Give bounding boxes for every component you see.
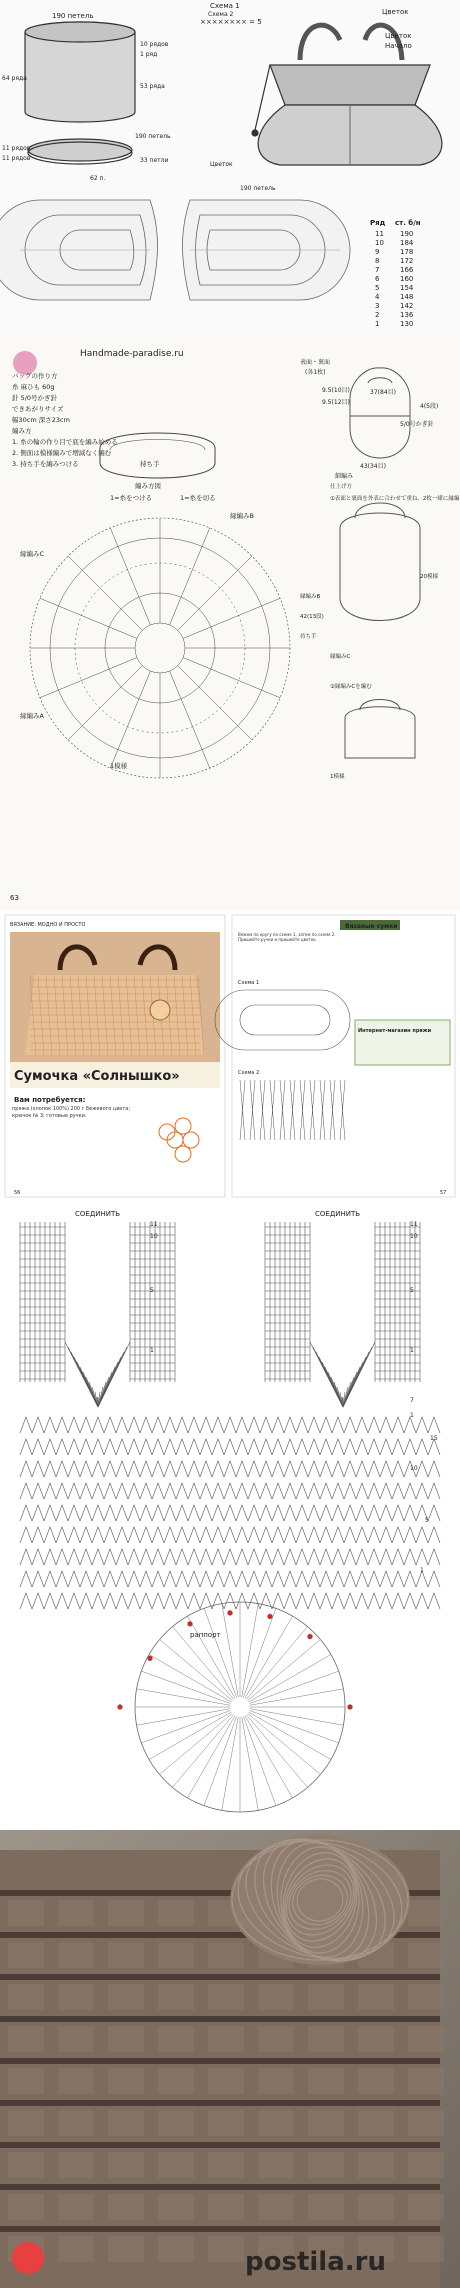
instruction-line: バッグの作り方 — [12, 372, 58, 380]
table-cell-stitches: 154 — [400, 284, 414, 292]
row-number: 11 — [410, 1221, 418, 1228]
join-label-left: СОЕДИНИТЬ — [75, 1210, 121, 1218]
materials-text: пряжа (хлопок 100%) 200 г бежевого цвета; крючок № 3; готовые ручки. — [12, 1106, 131, 1119]
table-cell-row: 8 — [375, 257, 380, 265]
diagram-label: 37(84目) — [370, 389, 396, 396]
table-rows — [375, 230, 414, 328]
chart-label: 縁編みB — [230, 512, 254, 520]
bag-label-flower: Цветок — [385, 32, 412, 40]
scheme1-label: Схема 1 — [238, 980, 260, 986]
drawstring-bag-sketch — [252, 25, 442, 165]
handle-chart-right — [265, 1222, 420, 1407]
shop-box — [355, 1020, 450, 1065]
bag-finish-1 — [340, 503, 420, 621]
instruction-line: 3. 持ち手を編みつける — [12, 460, 79, 468]
instruction-line: 針 5/0号かぎ針 — [12, 394, 58, 402]
row-number: 15 — [430, 1435, 438, 1442]
finish-label: ②縁編みCを編む — [330, 684, 372, 690]
label-rows-64: 64 ряда — [2, 75, 27, 82]
table-cell-stitches: 166 — [400, 266, 414, 274]
diagram-label: 43(34目) — [360, 463, 386, 470]
bag-diagram-panel — [0, 0, 460, 338]
table-header-row: Ряд — [370, 219, 386, 227]
row-number: 10 — [410, 1465, 418, 1472]
instruction-line: できあがりサイズ — [12, 405, 64, 413]
section-header-text: Вязаные сумки — [345, 923, 398, 930]
diagram-label: 細編み — [335, 473, 354, 480]
diagram-label: 5/0号かぎ針 — [400, 421, 434, 428]
rapport-marker — [308, 1634, 313, 1639]
row-stitch-table — [370, 219, 421, 328]
row-number: 1 — [410, 1412, 414, 1419]
label-190b: 190 петель — [240, 185, 276, 192]
scheme2-label: Схема 2 — [208, 11, 234, 18]
chart-label: 編み方図 — [135, 482, 161, 490]
page-no-right: 57 — [440, 1190, 447, 1196]
pattern-instructions — [12, 371, 118, 468]
lace-bag-chart-panel — [0, 1202, 460, 1830]
label-rows-11a: 11 рядов — [2, 145, 31, 152]
label-rows-11b: 11 рядов — [2, 155, 31, 162]
table-header-stitches: ст. б/н — [395, 219, 421, 227]
chart-label: 縁編みA — [20, 712, 44, 720]
finish-label: ①表面と裏面を外表に合わせて重ね、2枚一緒に縁編 — [330, 496, 460, 502]
label-loops-33: 33 петли — [140, 157, 169, 164]
table-cell-stitches: 172 — [400, 257, 414, 265]
finish-label: 縁編みB — [300, 594, 321, 600]
right-intro-box — [238, 932, 338, 972]
table-cell-row: 10 — [375, 239, 384, 247]
table-cell-stitches: 190 — [400, 230, 414, 238]
diagram-label: (各1枚) — [305, 369, 326, 376]
materials-heading: Вам потребуется: — [14, 1096, 86, 1104]
chart-label: 1=糸をつける — [110, 494, 153, 502]
table-cell-row: 2 — [375, 311, 380, 319]
materials-text-box — [12, 1106, 132, 1166]
label-scheme1: Схема 1 — [210, 2, 240, 10]
diagram-label: 9.5(12目) — [322, 399, 350, 406]
finish-label: 縁編みC — [330, 654, 351, 660]
magazine-spread-panel — [0, 910, 460, 1202]
page-no-left: 56 — [14, 1190, 21, 1196]
finish-label: 42(13段) — [300, 614, 324, 620]
label-62: 62 п. — [90, 175, 106, 182]
finish-labels — [300, 482, 460, 780]
table-cell-row: 1 — [375, 320, 380, 328]
label-loops-190: 190 петель — [135, 133, 171, 140]
instruction-line: 編み方 — [12, 427, 32, 435]
rapport-marker — [118, 1705, 123, 1710]
row-numbers — [150, 1221, 438, 1574]
label-rows-10: 10 рядов — [140, 41, 169, 48]
rapport-marker — [348, 1705, 353, 1710]
magazine-name: ВЯЗАНИЕ: МОДНО И ПРОСТО — [10, 922, 86, 928]
bag-finish-2 — [345, 700, 415, 759]
table-cell-stitches: 148 — [400, 293, 414, 301]
table-cell-stitches: 142 — [400, 302, 414, 310]
scheme2-label-mag: Схема 2 — [238, 1070, 260, 1076]
bag-title: Сумочка «Солнышко» — [14, 1069, 180, 1084]
top-labels — [300, 358, 438, 480]
row-number: 1 — [150, 1347, 154, 1354]
chart-label: 1=糸を切る — [180, 494, 216, 502]
table-cell-stitches: 130 — [400, 320, 414, 328]
row-number: 11 — [150, 1221, 158, 1228]
finish-label: 1模様 — [330, 774, 345, 780]
knitted-fabric-photo-panel — [0, 1830, 460, 2288]
watermark-logo-icon — [12, 2242, 44, 2274]
chart-spokes — [30, 518, 290, 778]
watermark-text: postila.ru — [245, 2247, 386, 2277]
chart-label: 縁編みC — [20, 550, 45, 558]
page-number: 63 — [10, 894, 19, 902]
row-number: 5 — [150, 1287, 154, 1294]
instruction-line: 幅30cm 深さ23cm — [12, 416, 70, 424]
bag-outline-top — [350, 368, 410, 458]
right-intro-text: Вяжем по кругу по схеме 1, затем по схеме 2. Пришейте ручки и пришейте цветок. — [238, 932, 336, 942]
chart-label: 持ち手 — [140, 460, 160, 468]
label-row-1: 1 ряд — [140, 51, 158, 58]
row-number: 5 — [410, 1287, 414, 1294]
label-190: 190 петель — [52, 12, 94, 20]
table-cell-stitches: 178 — [400, 248, 414, 256]
label-rows-53: 53 ряда — [140, 83, 165, 90]
body-chart — [20, 1417, 440, 1609]
chart-label: 1模様 — [110, 762, 128, 770]
label-flower: Цветок — [382, 8, 409, 16]
site-name: Handmade-paradise.ru — [80, 349, 184, 359]
label-flower-2: Цветок — [210, 161, 233, 168]
row-number: 1 — [410, 1347, 414, 1354]
finish-label: 持ち手 — [300, 634, 317, 640]
rapport-marker — [188, 1621, 193, 1626]
japanese-pattern-panel — [0, 338, 460, 910]
finish-label: 仕上げ方 — [330, 484, 353, 490]
diagram-label: 表面・裏面 — [300, 359, 331, 366]
table-cell-row: 3 — [375, 302, 380, 310]
rapport-marker — [268, 1614, 273, 1619]
instruction-line: 1. 糸の輪の作り目で底を編み始める — [12, 438, 118, 446]
table-cell-stitches: 160 — [400, 275, 414, 283]
row-number: 1 — [420, 1567, 424, 1574]
join-label-right: СОЕДИНИТЬ — [315, 1210, 361, 1218]
table-cell-row: 6 — [375, 275, 380, 283]
table-cell-stitches: 184 — [400, 239, 414, 247]
table-cell-row: 5 — [375, 284, 380, 292]
base-circle-chart — [118, 1602, 353, 1812]
chain-note: ×××××××× = 5 — [200, 18, 262, 26]
rapport-marker — [228, 1610, 233, 1615]
table-cell-row: 4 — [375, 293, 380, 301]
table-cell-row: 11 — [375, 230, 384, 238]
instruction-line: 2. 側面は模様編みで増減なく編む — [12, 449, 112, 457]
shop-box-title: Интернет-магазин пряжи — [358, 1028, 432, 1034]
table-cell-stitches: 136 — [400, 311, 414, 319]
table-cell-row: 9 — [375, 248, 380, 256]
row-number: 5 — [425, 1517, 429, 1524]
row-number: 10 — [150, 1233, 158, 1240]
diagram-label: 9.5(10目) — [322, 387, 350, 394]
rapport-marker — [148, 1656, 153, 1661]
diagram-label: 4(5段) — [420, 403, 439, 410]
rapport-label: раппорт — [190, 1631, 221, 1639]
handle-chart-left — [20, 1222, 175, 1407]
table-cell-row: 7 — [375, 266, 380, 274]
finish-label: 20模様 — [420, 574, 438, 580]
bag-label-start: Начало — [385, 42, 412, 50]
cylinder-bag-sketch — [25, 22, 135, 164]
instruction-line: 糸 麻ひも 60g — [12, 383, 55, 391]
row-number: 7 — [410, 1397, 414, 1404]
row-number: 10 — [410, 1233, 418, 1240]
